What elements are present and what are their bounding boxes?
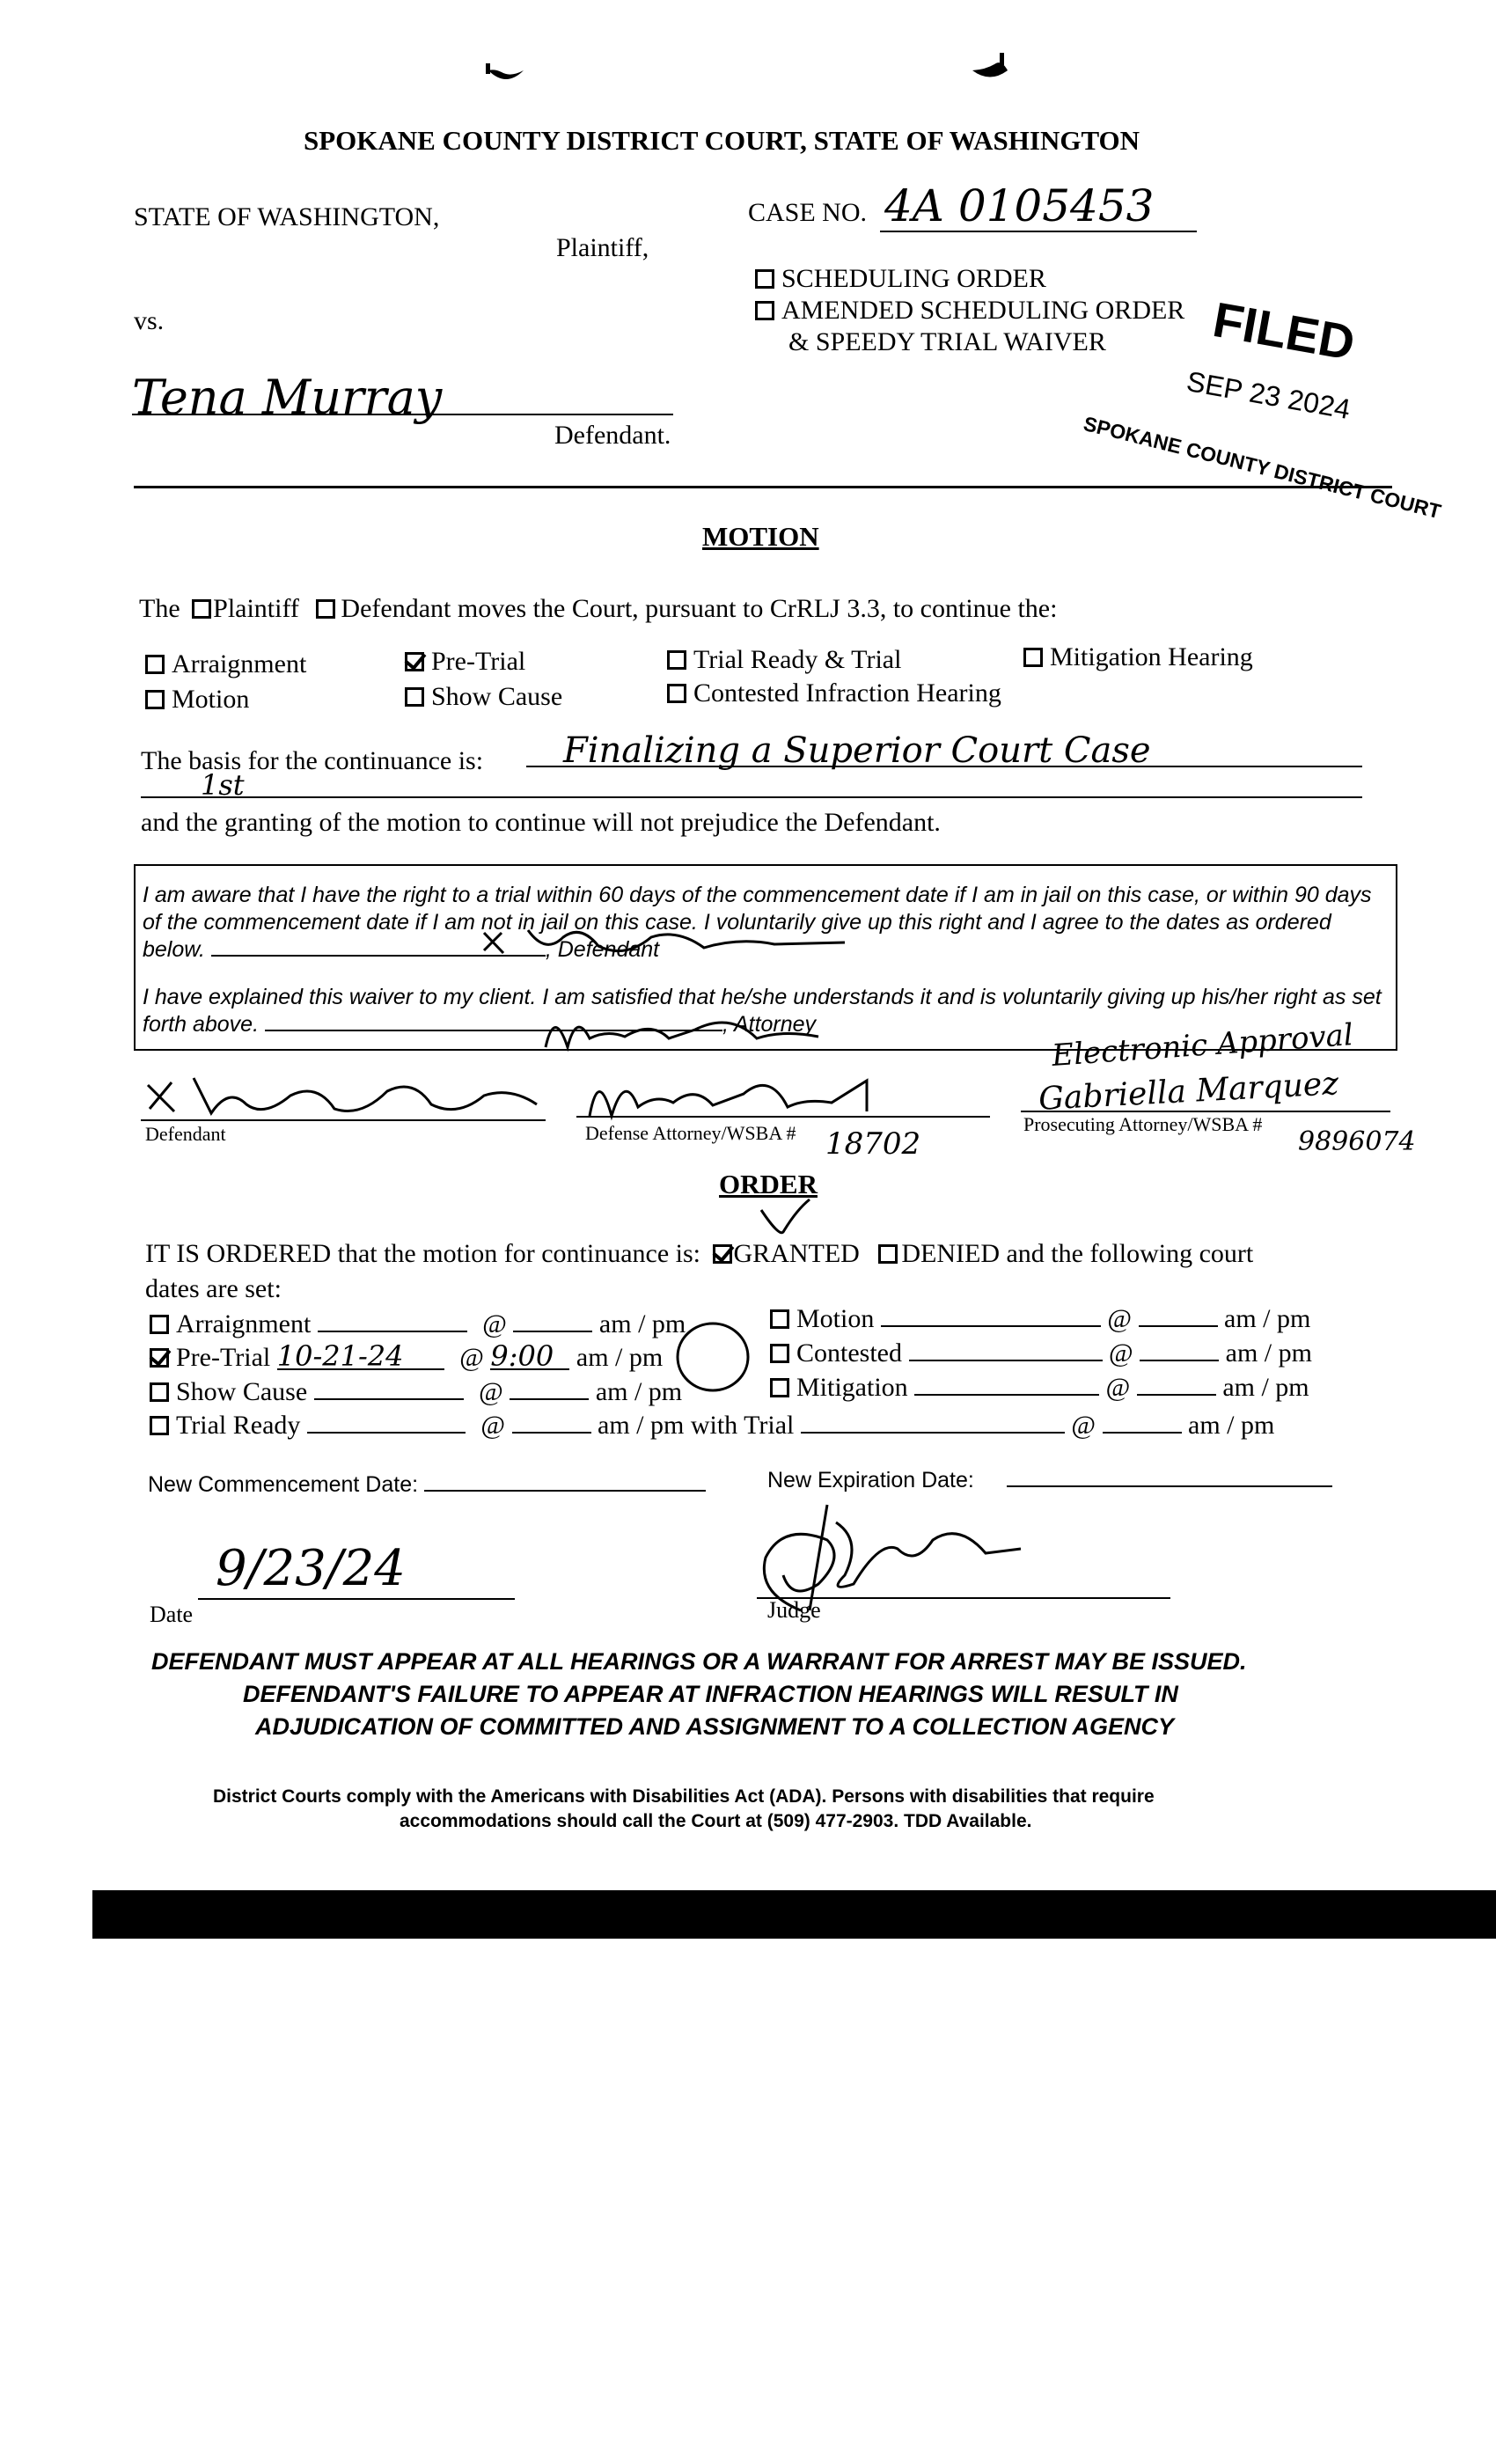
mitigation-time-field[interactable] bbox=[1137, 1375, 1216, 1396]
checkbox[interactable] bbox=[1023, 648, 1043, 667]
order-date-value: 9/23/24 bbox=[216, 1540, 406, 1597]
order-row-show-cause: Show Cause @ am / pm bbox=[150, 1377, 682, 1407]
checkbox-checked[interactable] bbox=[150, 1348, 169, 1368]
trial-ready-date-field[interactable] bbox=[307, 1412, 466, 1434]
filed-stamp: FILED bbox=[1208, 290, 1360, 371]
show-cause-date-field[interactable] bbox=[314, 1379, 464, 1400]
defendant-checkbox[interactable] bbox=[316, 599, 335, 619]
motion-mover-line: The Plaintiff Defendant moves the Court, pursuant to CrRLJ 3.3, to continue the: bbox=[139, 594, 1058, 623]
checkbox[interactable] bbox=[150, 1315, 169, 1334]
checkbox[interactable] bbox=[770, 1344, 789, 1363]
motion-title: MOTION bbox=[702, 521, 819, 552]
plaintiff-label: Plaintiff, bbox=[556, 233, 649, 262]
order-row-contested: Contested @ am / pm bbox=[770, 1338, 1312, 1368]
hearing-arraignment[interactable]: Arraignment bbox=[145, 649, 306, 679]
defendant-signature-label: Defendant bbox=[145, 1123, 226, 1145]
hole-punch-mark-left bbox=[484, 53, 528, 88]
basis-line-2 bbox=[141, 796, 1362, 798]
checkbox-checked[interactable] bbox=[405, 652, 424, 671]
checkbox[interactable] bbox=[405, 687, 424, 707]
hearing-contested-infraction[interactable]: Contested Infraction Hearing bbox=[667, 678, 1001, 708]
hearing-show-cause[interactable]: Show Cause bbox=[405, 682, 562, 712]
order-title: ORDER bbox=[719, 1169, 818, 1199]
attorney-signature-waiver bbox=[528, 1003, 862, 1056]
defense-attorney-wsba: 18702 bbox=[825, 1126, 921, 1162]
order-row-arraignment: Arraignment @ am / pm bbox=[150, 1309, 686, 1339]
checkbox[interactable] bbox=[770, 1309, 789, 1329]
checkbox[interactable] bbox=[145, 690, 165, 709]
order-row-pre-trial: Pre-Trial 10-21-24 @ 9:00 am / pm bbox=[150, 1343, 663, 1373]
motion-time-field[interactable] bbox=[1139, 1306, 1218, 1327]
checkbox[interactable] bbox=[755, 269, 774, 289]
plaintiff-checkbox[interactable] bbox=[192, 599, 211, 619]
checkbox[interactable] bbox=[755, 301, 774, 320]
defense-attorney-label: Defense Attorney/WSBA # bbox=[585, 1122, 796, 1144]
court-title: SPOKANE COUNTY DISTRICT COURT, STATE OF WASHINGTON bbox=[304, 125, 1140, 156]
new-expiration-date-field[interactable] bbox=[1007, 1468, 1332, 1487]
motion-date-field[interactable] bbox=[881, 1306, 1101, 1327]
order-row-mitigation: Mitigation @ am / pm bbox=[770, 1373, 1309, 1403]
case-no-line bbox=[880, 231, 1197, 232]
waiver-paragraph-2: I have explained this waiver to my client. I am satisfied that he/she understands it and is voluntarily giving up his/her right as set forth above. , Attorney bbox=[143, 985, 1382, 1037]
appearance-warning: DEFENDANT MUST APPEAR AT ALL HEARINGS OR A WARRANT FOR ARREST MAY BE ISSUED. DEFENDANT'S FAILURE TO APPEAR AT INFRACTION HEARINGS WILL RESULT IN ADJUDICATION OF COMMITTED AND ASSIGNMENT TO A COLLECTION AGENCY bbox=[151, 1648, 1247, 1740]
new-commencement-date: New Commencement Date: bbox=[148, 1472, 706, 1498]
basis-line-1 bbox=[526, 766, 1362, 767]
arraignment-date-field[interactable] bbox=[318, 1311, 467, 1332]
pre-trial-time-field[interactable]: 9:00 bbox=[490, 1344, 569, 1370]
order-ruling-line: IT IS ORDERED that the motion for continuance is: GRANTED DENIED and the following court bbox=[145, 1239, 1254, 1268]
trial-ready-time-field[interactable] bbox=[512, 1412, 591, 1434]
defendant-signature-line bbox=[141, 1119, 546, 1121]
header-divider bbox=[134, 486, 1392, 488]
bottom-black-bar bbox=[92, 1890, 1496, 1939]
basis-value: Finalizing a Superior Court Case bbox=[563, 730, 1151, 771]
filed-stamp-date: SEP 23 2024 bbox=[1184, 365, 1353, 426]
judge-label: Judge bbox=[767, 1597, 821, 1623]
basis-note: 1st bbox=[201, 768, 245, 802]
granted-check-mark bbox=[757, 1192, 818, 1245]
prosecuting-electronic-approval: Electronic Approval bbox=[1051, 1017, 1355, 1074]
hearing-mitigation[interactable]: Mitigation Hearing bbox=[1023, 642, 1253, 672]
checkbox[interactable] bbox=[150, 1416, 169, 1435]
order-row-trial-ready: Trial Ready @ am / pm with Trial @ am / pm bbox=[150, 1411, 1274, 1441]
dates-are-set-label: dates are set: bbox=[145, 1274, 282, 1303]
defendant-label: Defendant. bbox=[554, 421, 671, 450]
prosecuting-attorney-wsba: 9896074 bbox=[1298, 1126, 1416, 1157]
scheduling-order-option[interactable]: SCHEDULING ORDER bbox=[755, 264, 1046, 294]
plaintiff-name: STATE OF WASHINGTON, bbox=[134, 202, 440, 231]
contested-time-field[interactable] bbox=[1140, 1340, 1219, 1361]
waiver-paragraph-1: I am aware that I have the right to a trial within 60 days of the commencement date if I am in jail on this case, or within 90 days of the commencement date if I am not in jail on this case. I voluntarily give up this right and I agree to the dates as ordered below. , Defendant bbox=[143, 883, 1372, 962]
hearing-pre-trial[interactable]: Pre-Trial bbox=[405, 647, 525, 677]
defendant-name-handwritten: Tena Murray bbox=[132, 370, 443, 425]
show-cause-time-field[interactable] bbox=[510, 1379, 589, 1400]
mitigation-date-field[interactable] bbox=[914, 1375, 1099, 1396]
defendant-signature-waiver bbox=[475, 920, 862, 964]
prosecuting-attorney-signature-line bbox=[1021, 1111, 1390, 1112]
amended-scheduling-order-option[interactable]: AMENDED SCHEDULING ORDER bbox=[755, 296, 1184, 326]
prejudice-text: and the granting of the motion to continue will not prejudice the Defendant. bbox=[141, 808, 941, 837]
checkbox[interactable] bbox=[770, 1378, 789, 1397]
trial-date-field[interactable] bbox=[801, 1412, 1065, 1434]
filed-stamp-court: SPOKANE COUNTY DISTRICT COURT bbox=[1081, 412, 1444, 524]
defense-attorney-signature-line bbox=[576, 1116, 990, 1118]
order-row-motion: Motion @ am / pm bbox=[770, 1304, 1310, 1334]
prosecuting-attorney-label: Prosecuting Attorney/WSBA # bbox=[1023, 1113, 1263, 1135]
arraignment-time-field[interactable] bbox=[513, 1311, 592, 1332]
hearing-motion[interactable]: Motion bbox=[145, 685, 249, 715]
contested-date-field[interactable] bbox=[909, 1340, 1103, 1361]
basis-label: The basis for the continuance is: bbox=[141, 746, 484, 775]
trial-time-field[interactable] bbox=[1103, 1412, 1182, 1434]
hole-punch-mark-right bbox=[968, 48, 1012, 84]
hearing-trial-ready[interactable]: Trial Ready & Trial bbox=[667, 645, 901, 675]
granted-checkbox[interactable] bbox=[713, 1244, 732, 1264]
speedy-trial-waiver-label: & SPEEDY TRIAL WAIVER bbox=[788, 327, 1106, 356]
checkbox[interactable] bbox=[667, 684, 686, 703]
prosecuting-attorney-name: Gabriella Marquez bbox=[1038, 1066, 1340, 1118]
checkbox[interactable] bbox=[667, 650, 686, 670]
ada-notice: District Courts comply with the Americans with Disabilities Act (ADA). Persons with disabilities that require accommodations should call the Court at (509) 477-2903. TDD Available. bbox=[213, 1786, 1155, 1831]
new-commencement-date-field[interactable] bbox=[424, 1472, 706, 1492]
vs-label: vs. bbox=[134, 306, 165, 335]
defendant-name-line bbox=[132, 414, 673, 415]
defendant-signature bbox=[141, 1069, 572, 1122]
case-no-label: CASE NO. bbox=[748, 198, 868, 227]
order-date-label: Date bbox=[150, 1602, 194, 1627]
order-date-line bbox=[198, 1598, 515, 1600]
denied-checkbox[interactable] bbox=[878, 1244, 898, 1264]
new-expiration-date: New Expiration Date: bbox=[767, 1468, 1332, 1493]
pre-trial-date-field[interactable]: 10-21-24 bbox=[277, 1344, 444, 1370]
checkbox[interactable] bbox=[145, 655, 165, 674]
case-no-value: 4A 0105453 bbox=[884, 180, 1155, 231]
checkbox[interactable] bbox=[150, 1382, 169, 1402]
